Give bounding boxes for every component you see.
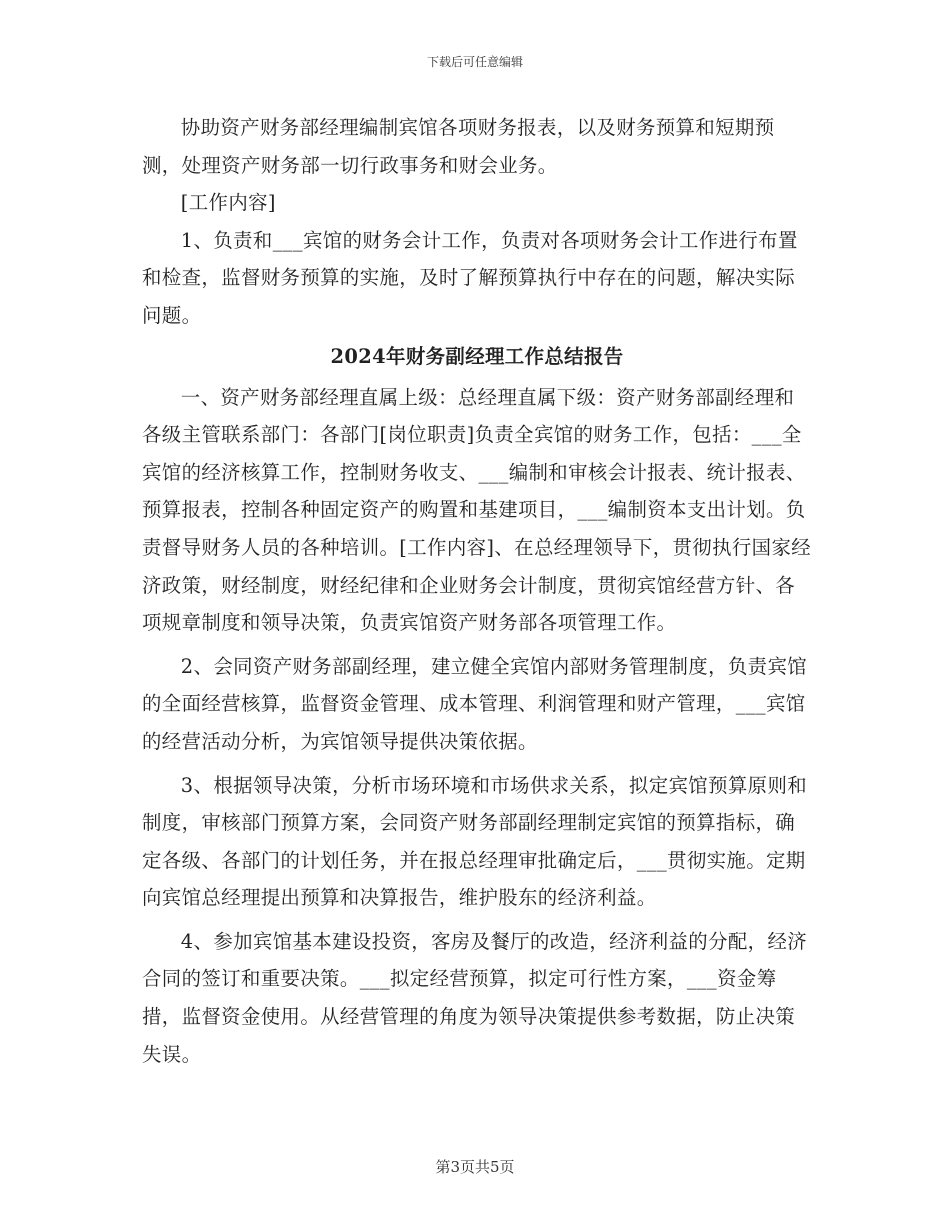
paragraph: 协助资产财务部经理编制宾馆各项财务报表，以及财务预算和短期预测，处理资产财务部一切行政事务和财会业务。 [142,116,775,177]
paragraph: 2、会同资产财务部副经理，建立健全宾馆内部财务管理制度，负责宾馆的全面经营核算，监督资金管理、成本管理、利润管理和财产管理，___宾馆的经营活动分析，为宾馆领导提供决策依据。 [142,654,808,753]
document-body [142,109,812,1073]
paragraph: 3、根据领导决策，分析市场环境和市场供求关系，拟定宾馆预算原则和制度，审核部门预算方案，会同资产财务部副经理制定宾馆的预算指标，确定各级、各部门的计划任务，并在报总经理审批确定后，___贯彻实施。定期向宾馆总经理提出预算和决算报告，维护股东的经济利益。 [142,773,808,910]
paragraph: 一、资产财务部经理直属上级：总经理直属下级：资产财务部副经理和各级主管联系部门：各部门[岗位职责]负责全宾馆的财务工作，包括：___全宾馆的经济核算工作，控制财务收支、___编制和审核会计报表、统计报表、预算报表，控制各种固定资产的购置和基建项目，___编制资本支出计划。负责督导财务人员的各种培训。[工作内容]、在总经理领导下，贯彻执行国家经济政策，财经制度，财经纪律和企业财务会计制度，贯彻宾馆经营方针、各项规章制度和领导决策，负责宾馆资产财务部各项管理工作。 [142,385,812,635]
paragraph: 1、负责和___宾馆的财务会计工作，负责对各项财务会计工作进行布置和检查，监督财务预算的实施，及时了解预算执行中存在的问题，解决实际问题。 [142,228,798,327]
report-title: 2024年财务副经理工作总结报告 [330,344,624,368]
page-footer-number: 第3页共5页 [435,1158,515,1176]
page-header-note: 下载后可任意编辑 [426,55,523,69]
section-label: [工作内容] [180,191,276,215]
paragraph: 4、参加宾馆基本建设投资，客房及餐厅的改造，经济利益的分配，经济合同的签订和重要决策。___拟定经营预算，拟定可行性方案，___资金筹措，监督资金使用。从经营管理的角度为领导决策提供参考数据，防止决策失误。 [142,929,808,1066]
